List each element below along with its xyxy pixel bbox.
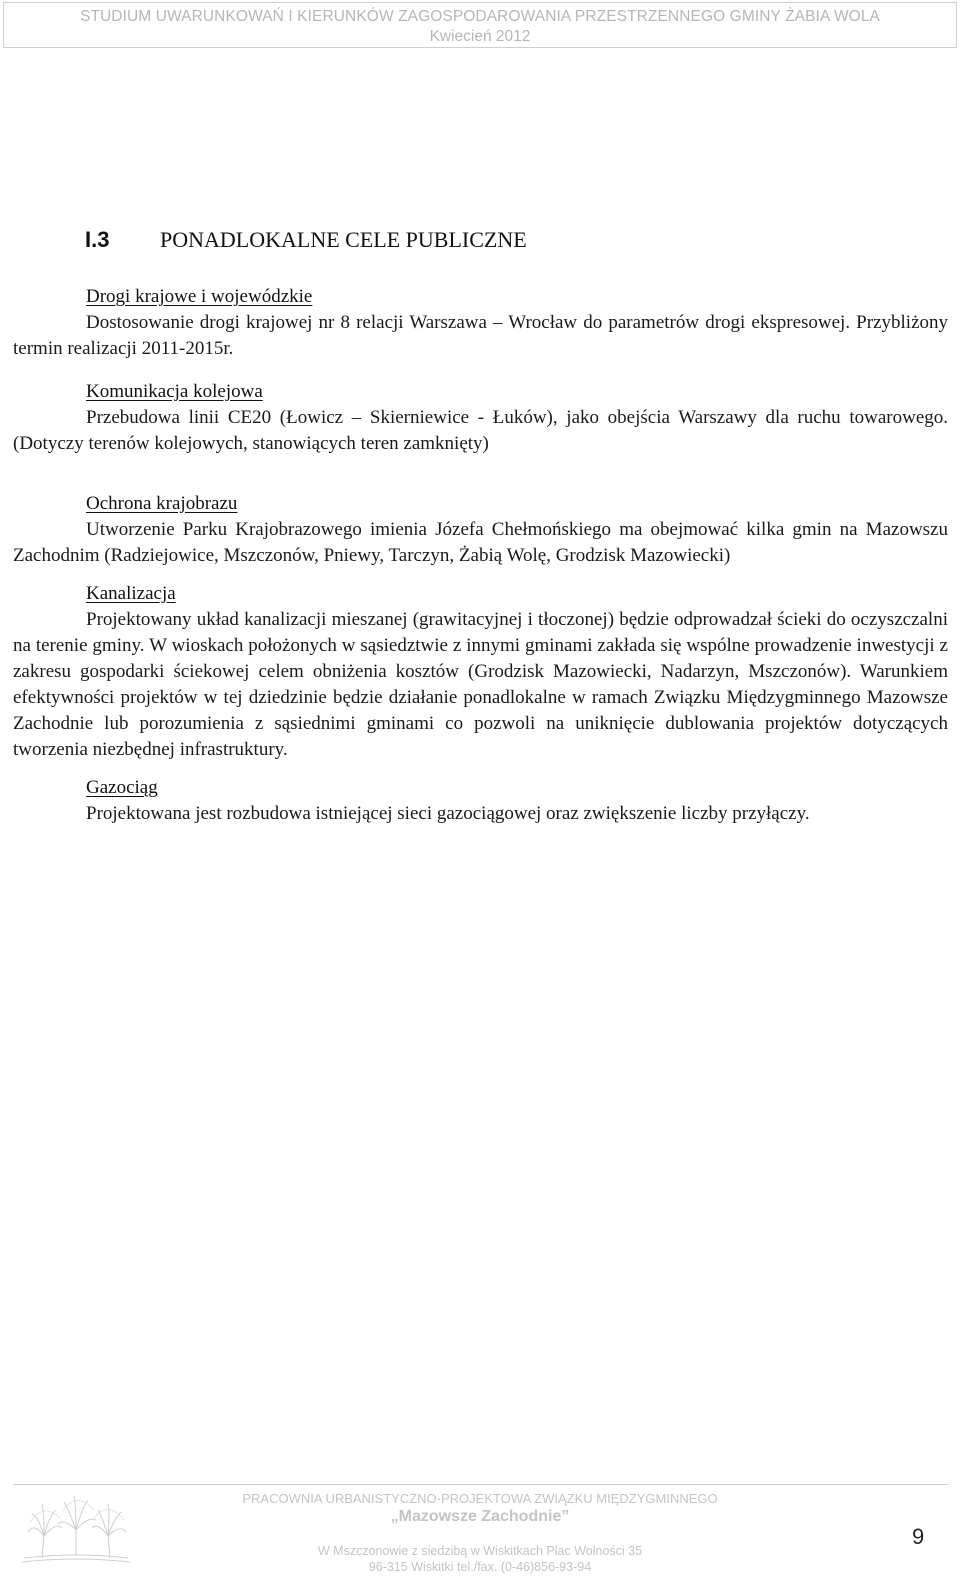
- section-text-sewage: Projektowany układ kanalizacji mieszanej (grawitacyjnej i tłoczonej) będzie odprowadzał ścieki do oczyszczalni na terenie gminy. W wioskach położonych w sąsiedztwie z innymi gminami zakłada się wspólne prowadzenie inwestycji z zakresu gospodarki ściekowej celem obniżenia kosztów (Grodzisk Mazowiecki, Nadarzyn, Mszczonów). Warunkiem efektywności projektów w tej dziedzinie będzie działanie ponadlokalne w ramach Związku Międzygminnego Mazowsze Zachodnie lub porozumienia z sąsiednimi gminami co pozwoli na uniknięcie dublowania projektów dotyczących tworzenia niezbędnej infrastruktury.: [13, 609, 948, 760]
- section-roads: [13, 284, 948, 362]
- willow-trees-logo-icon: [20, 1492, 132, 1568]
- section-text-landscape: Utworzenie Parku Krajobrazowego imienia Józefa Chełmońskiego ma obejmować kilka gmin na Mazowszu Zachodnim (Radziejowice, Mszczonów, Pniewy, Tarczyn, Żabią Wolę, Grodzisk Mazowiecki): [13, 519, 948, 566]
- footer-union-name: „Mazowsze Zachodnie”: [390, 1508, 570, 1525]
- chapter-number: I.3: [85, 227, 110, 252]
- section-text-roads: Dostosowanie drogi krajowej nr 8 relacji Warszawa – Wrocław do parametrów drogi ekspresowej. Przybliżony termin realizacji 2011-2015r.: [13, 312, 948, 359]
- header-date: Kwiecień 2012: [429, 28, 531, 45]
- footer-address: W Mszczonowie z siedzibą w Wiskitkach Plac Wolności 35: [317, 1544, 643, 1558]
- chapter-title: PONADLOKALNE CELE PUBLICZNE: [160, 227, 527, 252]
- section-title-railway: Komunikacja kolejowa: [86, 381, 263, 402]
- section-railway: [13, 379, 948, 457]
- section-title-gas: Gazociąg: [86, 777, 158, 798]
- section-text-railway: Przebudowa linii CE20 (Łowicz – Skierniewice - Łuków), jako obejścia Warszawy dla ruchu towarowego. (Dotyczy terenów kolejowych, stanowiących teren zamknięty): [13, 407, 948, 454]
- header-title: STUDIUM UWARUNKOWAŃ I KIERUNKÓW ZAGOSPODAROWANIA PRZESTRZENNEGO GMINY ŻABIA WOLA: [80, 8, 880, 25]
- chapter-heading: [13, 225, 948, 255]
- section-title-landscape: Ochrona krajobrazu: [86, 493, 238, 514]
- document-body: [13, 225, 948, 827]
- page-footer: [140, 1491, 820, 1575]
- footer-contact: 96-315 Wiskitki tel./fax. (0-46)856-93-94: [368, 1560, 592, 1574]
- section-landscape: [13, 491, 948, 569]
- section-gas: [13, 775, 948, 827]
- section-sewage: [13, 581, 948, 763]
- section-title-roads: Drogi krajowe i wojewódzkie: [86, 286, 313, 307]
- page-header: [3, 2, 957, 48]
- section-title-sewage: Kanalizacja: [86, 583, 176, 604]
- page-number: 9: [912, 1524, 925, 1549]
- footer-divider: [13, 1484, 948, 1485]
- footer-organization: PRACOWNIA URBANISTYCZNO-PROJEKTOWA ZWIĄZKU MIĘDZYGMINNEGO: [242, 1491, 718, 1506]
- section-text-gas: Projektowana jest rozbudowa istniejącej sieci gazociągowej oraz zwiększenie liczby przyłączy.: [86, 803, 810, 824]
